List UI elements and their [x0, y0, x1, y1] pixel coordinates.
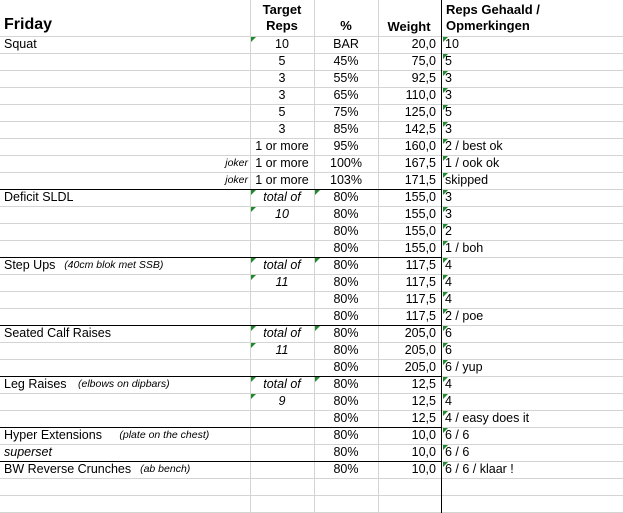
- header-target-line1[interactable]: Target: [262, 2, 302, 17]
- weight[interactable]: 12,5: [411, 377, 436, 391]
- weight[interactable]: 117,5: [405, 309, 436, 323]
- percentage[interactable]: 80%: [333, 309, 359, 323]
- comment-marker: [443, 241, 448, 246]
- sheet-title[interactable]: Friday: [4, 16, 53, 33]
- target-reps[interactable]: 5: [278, 105, 286, 119]
- reps-note[interactable]: 6 / 6: [445, 445, 470, 459]
- target-reps[interactable]: total of: [263, 326, 301, 340]
- exercise-name[interactable]: Deficit SLDL: [4, 190, 74, 204]
- reps-note[interactable]: 4: [445, 394, 452, 408]
- target-reps[interactable]: 3: [278, 88, 286, 102]
- percentage[interactable]: 95%: [333, 139, 359, 153]
- reps-note[interactable]: 10: [445, 37, 459, 51]
- weight[interactable]: 171,5: [404, 173, 436, 187]
- comment-marker: [443, 37, 448, 42]
- percentage[interactable]: 80%: [333, 326, 359, 340]
- weight[interactable]: 167,5: [404, 156, 436, 170]
- percentage[interactable]: 80%: [333, 241, 359, 255]
- reps-note[interactable]: 4: [445, 292, 452, 306]
- exercise-name[interactable]: Leg Raises: [4, 377, 67, 391]
- comment-marker: [443, 224, 448, 229]
- percentage[interactable]: 80%: [333, 292, 359, 306]
- target-reps[interactable]: 11: [275, 343, 289, 357]
- row-gridline: [0, 478, 623, 479]
- weight[interactable]: 10,0: [411, 462, 436, 476]
- comment-marker: [443, 122, 448, 127]
- header-pct[interactable]: %: [340, 18, 352, 33]
- target-reps[interactable]: total of: [263, 190, 301, 204]
- comment-marker: [443, 71, 448, 76]
- comment-marker: [443, 54, 448, 59]
- comment-marker: [443, 105, 448, 110]
- weight[interactable]: 110,0: [405, 88, 436, 102]
- header-target-line2[interactable]: Reps: [266, 18, 298, 33]
- percentage[interactable]: 80%: [333, 275, 359, 289]
- reps-note[interactable]: skipped: [445, 173, 489, 187]
- reps-note[interactable]: 3: [445, 190, 452, 204]
- weight[interactable]: 155,0: [404, 241, 436, 255]
- reps-note[interactable]: 4: [445, 377, 452, 391]
- weight[interactable]: 10,0: [411, 428, 436, 442]
- weight[interactable]: 117,5: [405, 292, 436, 306]
- weight[interactable]: 12,5: [411, 394, 436, 408]
- comment-marker: [443, 343, 448, 348]
- comment-marker: [315, 190, 320, 195]
- percentage[interactable]: 103%: [330, 173, 362, 187]
- weight[interactable]: 155,0: [404, 190, 436, 204]
- target-reps[interactable]: 10: [275, 37, 289, 51]
- comment-marker: [315, 377, 320, 382]
- percentage[interactable]: 80%: [333, 377, 359, 391]
- reps-note[interactable]: 5: [445, 54, 452, 68]
- weight[interactable]: 155,0: [404, 224, 436, 238]
- percentage[interactable]: 80%: [333, 428, 359, 442]
- percentage[interactable]: 75%: [333, 105, 359, 119]
- comment-marker: [315, 258, 320, 263]
- comment-marker: [443, 88, 448, 93]
- comment-marker: [251, 258, 256, 263]
- comment-marker: [443, 462, 448, 467]
- header-weight[interactable]: Weight: [387, 19, 431, 34]
- comment-marker: [443, 326, 448, 331]
- comment-marker: [251, 275, 256, 280]
- reps-note[interactable]: 6 / 6: [445, 428, 470, 442]
- percentage[interactable]: 80%: [333, 462, 359, 476]
- header-notes-line1[interactable]: Reps Gehaald /: [446, 2, 540, 17]
- comment-marker: [315, 326, 320, 331]
- target-reps[interactable]: 3: [278, 71, 286, 85]
- notes-column-border: [441, 0, 442, 513]
- weight[interactable]: 205,0: [404, 360, 436, 374]
- percentage[interactable]: 80%: [333, 207, 359, 221]
- joker-label[interactable]: joker: [225, 157, 248, 169]
- comment-marker: [443, 377, 448, 382]
- exercise-note: (40cm blok met SSB): [64, 259, 164, 271]
- comment-marker: [251, 377, 256, 382]
- comment-marker: [443, 275, 448, 280]
- reps-note[interactable]: 3: [445, 122, 452, 136]
- comment-marker: [443, 428, 448, 433]
- comment-marker: [443, 394, 448, 399]
- comment-marker: [251, 326, 256, 331]
- comment-marker: [443, 360, 448, 365]
- exercise-note: (elbows on dipbars): [78, 378, 170, 390]
- target-reps[interactable]: 1 or more: [255, 156, 309, 170]
- comment-marker: [443, 190, 448, 195]
- percentage[interactable]: 80%: [333, 224, 359, 238]
- weight[interactable]: 160,0: [404, 139, 436, 153]
- percentage[interactable]: 45%: [333, 54, 359, 68]
- reps-note[interactable]: 1 / ook ok: [445, 156, 500, 170]
- percentage[interactable]: 55%: [333, 71, 359, 85]
- comment-marker: [251, 343, 256, 348]
- reps-note[interactable]: 4: [445, 258, 452, 272]
- percentage[interactable]: 80%: [333, 343, 359, 357]
- percentage[interactable]: BAR: [333, 37, 359, 51]
- comment-marker: [443, 445, 448, 450]
- percentage[interactable]: 80%: [333, 258, 359, 272]
- reps-note[interactable]: 2: [445, 224, 452, 238]
- comment-marker: [443, 292, 448, 297]
- target-reps[interactable]: 10: [275, 207, 289, 221]
- reps-note[interactable]: 2 / best ok: [445, 139, 503, 153]
- weight[interactable]: 142,5: [404, 122, 436, 136]
- reps-note[interactable]: 4: [445, 275, 452, 289]
- target-reps[interactable]: total of: [263, 377, 301, 391]
- row-gridline: [0, 495, 623, 496]
- target-reps[interactable]: 3: [278, 122, 286, 136]
- weight[interactable]: 125,0: [404, 105, 436, 119]
- comment-marker: [251, 190, 256, 195]
- comment-marker: [443, 258, 448, 263]
- reps-note[interactable]: 3: [445, 88, 452, 102]
- target-reps[interactable]: 11: [275, 275, 289, 289]
- weight[interactable]: 12,5: [411, 411, 436, 425]
- percentage[interactable]: 85%: [333, 122, 359, 136]
- percentage[interactable]: 80%: [333, 394, 359, 408]
- joker-label[interactable]: joker: [225, 174, 248, 186]
- percentage[interactable]: 100%: [330, 156, 362, 170]
- percentage[interactable]: 80%: [333, 360, 359, 374]
- comment-marker: [443, 309, 448, 314]
- comment-marker: [443, 156, 448, 161]
- reps-note[interactable]: 6: [445, 343, 452, 357]
- comment-marker: [443, 411, 448, 416]
- target-reps[interactable]: total of: [263, 258, 301, 272]
- comment-marker: [443, 139, 448, 144]
- exercise-name-superset[interactable]: superset: [4, 445, 52, 459]
- reps-note[interactable]: 1 / boh: [445, 241, 484, 255]
- exercise-note: (plate on the chest): [119, 429, 210, 441]
- comment-marker: [251, 394, 256, 399]
- percentage[interactable]: 80%: [333, 445, 359, 459]
- reps-note[interactable]: 5: [445, 105, 452, 119]
- comment-marker: [443, 207, 448, 212]
- reps-note[interactable]: 6 / 6 / klaar !: [445, 462, 514, 476]
- weight[interactable]: 10,0: [411, 445, 436, 459]
- comment-marker: [443, 173, 448, 178]
- weight[interactable]: 92,5: [411, 71, 436, 85]
- weight[interactable]: 20,0: [411, 37, 436, 51]
- weight[interactable]: 205,0: [404, 326, 436, 340]
- reps-note[interactable]: 2 / poe: [445, 309, 484, 323]
- target-reps[interactable]: 1 or more: [255, 173, 309, 187]
- header-notes-line2[interactable]: Opmerkingen: [446, 18, 530, 33]
- reps-note[interactable]: 4 / easy does it: [445, 411, 530, 425]
- exercise-name[interactable]: Squat: [4, 37, 37, 51]
- weight[interactable]: 155,0: [404, 207, 436, 221]
- reps-note[interactable]: 3: [445, 207, 452, 221]
- reps-note[interactable]: 3: [445, 71, 452, 85]
- percentage[interactable]: 80%: [333, 411, 359, 425]
- weight[interactable]: 75,0: [411, 54, 436, 68]
- weight[interactable]: 205,0: [404, 343, 436, 357]
- comment-marker: [251, 207, 256, 212]
- weight[interactable]: 117,5: [405, 275, 436, 289]
- reps-note[interactable]: 6: [445, 326, 452, 340]
- exercise-name[interactable]: Seated Calf Raises: [4, 326, 112, 340]
- comment-marker: [251, 37, 256, 42]
- exercise-name[interactable]: Hyper Extensions: [4, 428, 102, 442]
- reps-note[interactable]: 6 / yup: [445, 360, 483, 374]
- exercise-name[interactable]: BW Reverse Crunches: [4, 462, 132, 476]
- weight[interactable]: 117,5: [405, 258, 436, 272]
- exercise-name[interactable]: Step Ups: [4, 258, 56, 272]
- target-reps[interactable]: 1 or more: [255, 139, 309, 153]
- exercise-note: (ab bench): [140, 463, 191, 475]
- target-reps[interactable]: 5: [278, 54, 286, 68]
- target-reps[interactable]: 9: [278, 394, 286, 408]
- percentage[interactable]: 80%: [333, 190, 359, 204]
- percentage[interactable]: 65%: [333, 88, 359, 102]
